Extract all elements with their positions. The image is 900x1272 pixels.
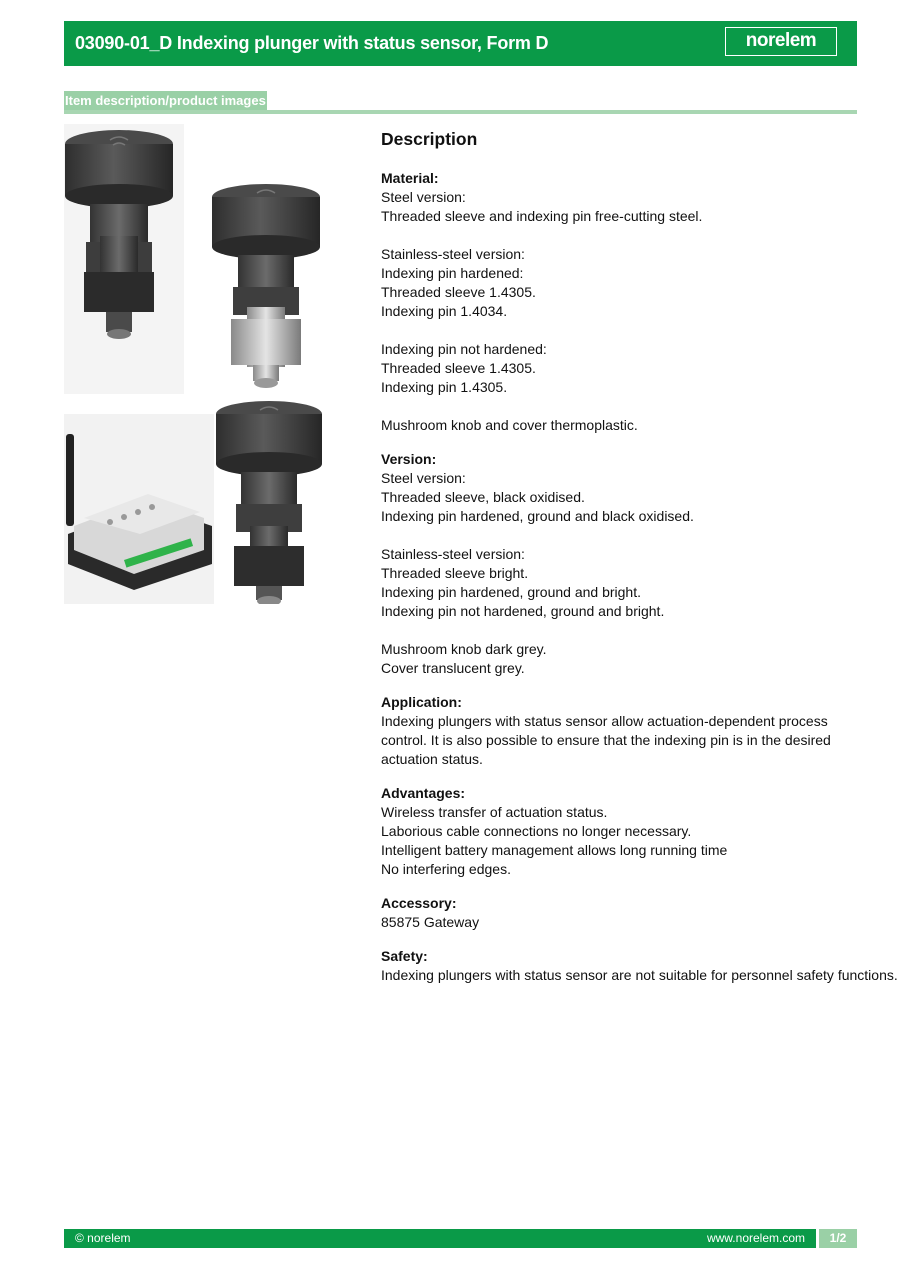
text-line: Threaded sleeve 1.4305.: [381, 360, 536, 376]
text-line: Intelligent battery management allows long running time: [381, 842, 728, 858]
plunger-steel-image: [64, 124, 184, 394]
norelem-logo: norelem: [725, 27, 837, 56]
plunger-stainless-image: [212, 184, 320, 388]
text-line: Indexing pin 1.4034.: [381, 303, 508, 319]
page-header: [64, 21, 857, 66]
text-line: Indexing pin hardened, ground and black oxidised.: [381, 508, 694, 524]
plunger-dark-image: [216, 401, 322, 604]
description-content: [381, 128, 898, 1000]
text-line: 85875 Gateway: [381, 914, 480, 930]
safety-section: [381, 947, 898, 985]
section-tab: Item description/product images: [65, 93, 266, 108]
text-line: Steel version:: [381, 470, 466, 486]
text-line: Threaded sleeve 1.4305.: [381, 284, 536, 300]
text-line: Indexing plungers with status sensor are not suitable for personnel safety functions.: [381, 967, 898, 983]
text-line: Steel version:: [381, 189, 466, 205]
text-line: Mushroom knob and cover thermoplastic.: [381, 417, 638, 433]
text-line: Mushroom knob dark grey.: [381, 641, 547, 657]
footer-copyright: © norelem: [75, 1231, 131, 1245]
text-line: Threaded sleeve and indexing pin free-cutting steel.: [381, 208, 703, 224]
footer-website-link[interactable]: www.norelem.com: [706, 1231, 805, 1245]
application-label: Application:: [381, 694, 462, 710]
text-line: Indexing pin 1.4305.: [381, 379, 508, 395]
safety-label: Safety:: [381, 948, 428, 964]
version-section: [381, 450, 861, 678]
description-title: Description: [381, 129, 478, 149]
material-label: Material:: [381, 170, 439, 186]
application-section: [381, 693, 861, 769]
gateway-image: [64, 414, 214, 604]
section-divider: [64, 110, 857, 114]
accessory-section: [381, 894, 861, 932]
text-line: Stainless-steel version:: [381, 246, 525, 262]
text-line: Cover translucent grey.: [381, 660, 525, 676]
advantages-label: Advantages:: [381, 785, 466, 801]
footer-bar: [64, 1229, 816, 1248]
text-line: Indexing pin hardened, ground and bright.: [381, 584, 641, 600]
product-images: [64, 124, 322, 604]
text-line: Indexing pin not hardened, ground and bright.: [381, 603, 665, 619]
section-header: [64, 91, 857, 114]
material-section: [381, 169, 861, 435]
text-line: No interfering edges.: [381, 861, 511, 877]
text-line: Laborious cable connections no longer necessary.: [381, 823, 692, 839]
page-footer: [64, 1229, 857, 1248]
page-title: 03090-01_D Indexing plunger with status sensor, Form D: [75, 33, 549, 53]
text-line: Wireless transfer of actuation status.: [381, 804, 608, 820]
version-label: Version:: [381, 451, 437, 467]
text-line: Stainless-steel version:: [381, 546, 525, 562]
application-text: Indexing plungers with status sensor allow actuation-dependent process control. It is also possible to ensure that the indexing pin is in the desired actuation status.: [381, 713, 831, 767]
text-line: Threaded sleeve, black oxidised.: [381, 489, 585, 505]
accessory-label: Accessory:: [381, 895, 457, 911]
page-number: 1/2: [819, 1229, 857, 1248]
text-line: Threaded sleeve bright.: [381, 565, 529, 581]
text-line: Indexing pin not hardened:: [381, 341, 547, 357]
advantages-section: [381, 784, 861, 879]
text-line: Indexing pin hardened:: [381, 265, 524, 281]
